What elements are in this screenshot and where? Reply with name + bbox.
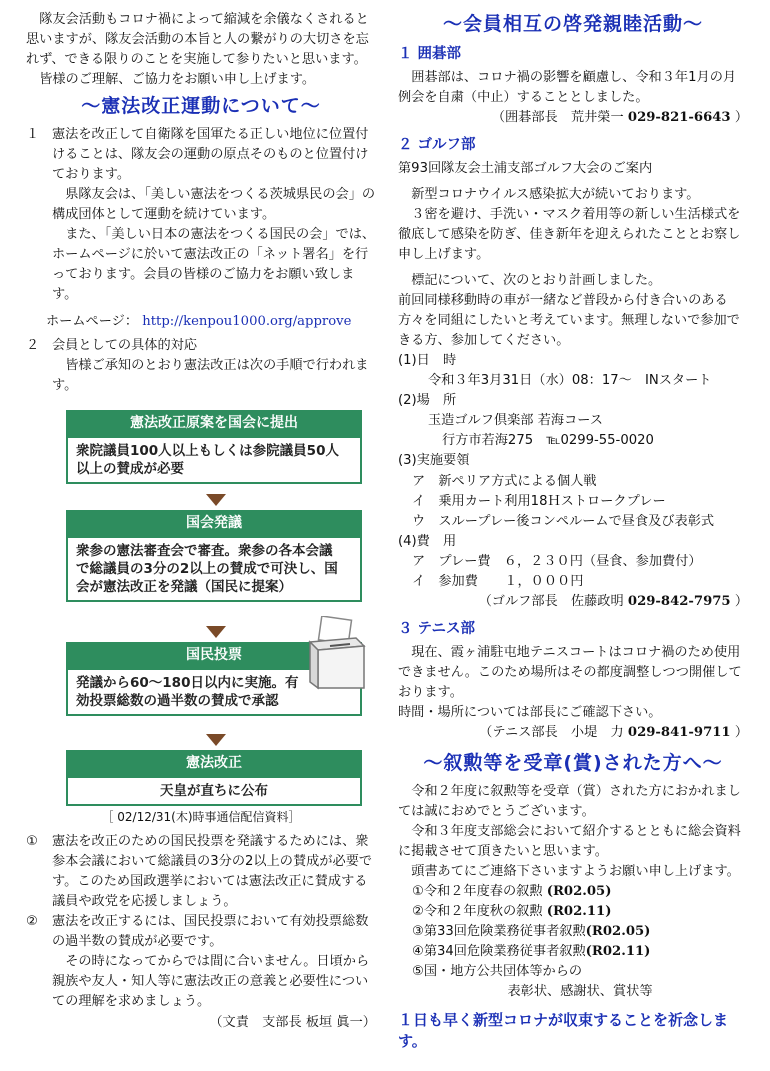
- flow-stage-2-body: 衆参の憲法審査会で審査。衆参の各本会議で総議員の3分の2以上の賛成で可決し、国会が憲法改正を発議（国民に提案）: [66, 536, 362, 603]
- item-1-text: 憲法を改正して自衛隊を国軍たる正しい地位に位置付けることは、隊友会の運動の原点そのものと位置付けております。: [52, 126, 369, 183]
- golf-cost-b: イ 参加費 １，０００円: [412, 573, 584, 589]
- point-1-number: ①: [26, 833, 38, 849]
- flow-stage-3-body: 発議から60～180日以内に実施。有効投票総数の過半数の賛成で承認: [66, 668, 362, 716]
- flow-stage-2-head: 国会発議: [66, 510, 362, 536]
- golf-place-value-1: 玉造ゴルフ倶楽部 若海コース: [428, 413, 603, 429]
- golf-cost-a: ア プレー費 ６，２３０円（昼食、参加費付）: [412, 553, 702, 569]
- flow-arrow-2: [206, 626, 226, 638]
- flow-stage-4-head: 憲法改正: [66, 750, 362, 776]
- homepage-link[interactable]: http://kenpou1000.org/approve: [142, 313, 352, 329]
- golf-para-2: ３密を避け、手洗い・マスク着用等の新しい生活様式を徹底して感染を防ぎ、佳き新年を迎えられたこととお察し申し上げます。: [398, 206, 741, 262]
- closing-message: １日も早く新型コロナが収束することを祈念します。: [398, 1011, 729, 1051]
- decorations-para-2: 令和３年度支部総会において紹介するとともに総会資料に掲載させて頂きたいと思います。: [398, 823, 741, 859]
- ballot-box-icon: [306, 616, 368, 690]
- decorations-para-3: 頭書あてにご連絡下さいますようお願い申し上げます。: [411, 864, 740, 880]
- go-club-contact: [398, 108, 748, 128]
- award-item-5: ⑤国・地方公共団体等からの: [412, 964, 583, 980]
- flow-stage-3-head: 国民投票: [66, 642, 362, 668]
- tennis-text: 現在、霞ヶ浦駐屯地テニスコートはコロナ禍のため使用できません。このため場所はその都度調整しつつ開催しております。: [398, 644, 742, 700]
- decorations-para-1: 令和２年度に叙勲等を受章（賞）された方におかれましては誠におめでとうございます。: [398, 783, 741, 819]
- point-1-text: 憲法を改正のための国民投票を発議するためには、衆参本会議において総議員の3分の2以上の賛成が必要です。このため国政選挙においては憲法改正に賛成する議員や政党を応援しましょう。: [52, 833, 373, 910]
- golf-date-value: 令和３年3月31日（水）08：17～ INスタート: [428, 373, 712, 389]
- item-2-text: 会員としての具体的対応: [52, 337, 198, 353]
- golf-event-title: 第93回隊友会土浦支部ゴルフ大会のご案内: [398, 160, 653, 176]
- golf-para-1: 新型コロナウイルス感染拡大が続いております。: [411, 186, 700, 202]
- decorations-heading: ～叙勲等を受章(賞)された方へ～: [423, 752, 723, 775]
- flow-stage-1: [66, 410, 362, 484]
- point-2-para: その時になってからでは間に合いません。日頃から親族や友人・知人等に憲法改正の意義と必要性についての理解を求めましょう。: [52, 954, 370, 1010]
- item-1: [26, 125, 376, 306]
- flow-stage-2: [66, 510, 362, 603]
- point-2-number: ②: [26, 914, 38, 930]
- golf-para-4: 前回同様移動時の車が一緒など普段から付き合いのある方々を同組にしたいと考えています。無理しないで参加できる方、参加してください。: [398, 292, 740, 349]
- golf-place-label: (2)場 所: [398, 393, 457, 409]
- item-2: [26, 336, 376, 396]
- point-1: [26, 832, 376, 912]
- golf-rule-b: イ 乗用カート利用18Ｈストロークプレー: [412, 493, 666, 509]
- tennis-contact: [398, 723, 748, 743]
- flow-stage-1-head: 憲法改正原案を国会に提出: [66, 410, 362, 436]
- flow-stage-1-body: 衆院議員100人以上もしくは参院議員50人以上の賛成が必要: [66, 436, 362, 484]
- golf-contact-name: （ゴルフ部長 佐藤政明: [478, 593, 624, 609]
- tennis-close: ）: [734, 725, 748, 741]
- item-1-para-2: 県隊友会は、「美しい憲法をつくる茨城県民の会」の構成団体として運動を続けています。: [52, 187, 376, 223]
- go-club-phone: 029-821-6643: [627, 109, 731, 125]
- award-item-5b: 表彰状、感謝状、賞状等: [507, 984, 653, 1000]
- golf-rule-c: ウ スループレー後コンペルームで昼食及び表彰式: [412, 513, 715, 529]
- award-item: ④第34回危険業務従事者叙勲(R02.11): [412, 944, 651, 960]
- point-2-text: 憲法を改正するには、国民投票において有効投票総数の過半数の賛成が必要です。: [52, 914, 369, 950]
- homepage-line: [46, 312, 376, 332]
- tennis-text-2: 時間・場所については部長にご確認下さい。: [398, 704, 662, 720]
- go-club-text: 囲碁部は、コロナ禍の影響を顧慮し、令和３年1月の月例会を自粛（中止）することとしました。: [398, 69, 737, 105]
- go-club-title: １ 囲碁部: [398, 45, 462, 62]
- right-column: [398, 10, 748, 1052]
- diagram-caption: ［ 02/12/31(木)時事通信配信資料］: [101, 809, 301, 824]
- golf-place-value-2: 行方市若海275 ℡0299-55-0020: [442, 433, 654, 449]
- point-2: [26, 912, 376, 1012]
- item-1-para-3: また、「美しい日本の憲法をつくる国民の会」では、ホームページに於いて憲法改正の「ネット署名」を行っております。会員の皆様のご協力をお願い致します。: [52, 227, 376, 303]
- golf-contact: [398, 592, 748, 612]
- golf-cost-label: (4)費 用: [398, 533, 457, 549]
- left-column: [26, 10, 376, 1033]
- golf-date-label: (1)日 時: [398, 353, 457, 369]
- tennis-club-title: ３ テニス部: [398, 620, 475, 637]
- award-item: ②令和２年度秋の叙勲 (R02.11): [412, 904, 612, 920]
- go-club-contact-name: （囲碁部長 荒井榮一: [491, 109, 624, 125]
- golf-rules-label: (3)実施要領: [398, 453, 470, 469]
- golf-phone: 029-842-7975: [627, 593, 731, 609]
- golf-close: ）: [734, 593, 748, 609]
- flow-stage-4-body: 天皇が直ちに公布: [66, 776, 362, 806]
- homepage-label: ホームページ：: [46, 313, 139, 329]
- go-club-close: ）: [734, 109, 748, 125]
- flow-stage-4: [66, 750, 362, 806]
- awards-list: [398, 882, 748, 1002]
- intro-request: 皆様のご理解、ご協力をお願い申し上げます。: [39, 72, 316, 88]
- flow-arrow-3: [206, 734, 226, 746]
- signature: （文責 支部長 板垣 眞一）: [209, 1014, 376, 1030]
- tennis-phone: 029-841-9711: [627, 725, 731, 741]
- award-item: ①令和２年度春の叙勲 (R02.05): [412, 884, 612, 900]
- club-activities-heading: ～会員相互の啓発親睦活動～: [442, 13, 703, 35]
- item-1-number: １: [26, 126, 40, 142]
- constitution-heading: ～憲法改正運動について～: [81, 95, 321, 118]
- golf-rule-a: ア 新ペリア方式による個人戦: [412, 473, 597, 489]
- tennis-contact-name: （テニス部長 小堤 力: [479, 725, 624, 741]
- flow-arrow-1: [206, 494, 226, 506]
- amendment-flow-diagram: [66, 410, 362, 800]
- award-item: ③第33回危険業務従事者叙勲(R02.05): [412, 924, 651, 940]
- golf-para-3: 標記について、次のとおり計画しました。: [411, 272, 662, 288]
- golf-club-title: ２ ゴルフ部: [398, 136, 476, 153]
- item-2-number: ２: [26, 337, 40, 353]
- intro-paragraph: 隊友会活動もコロナ禍によって縮減を余儀なくされると思いますが、隊友会活動の本旨と人の繋がりの大切さを忘れず、できる限りのことを実施して参りたいと思います。: [26, 12, 369, 68]
- item-2-para: 皆様ご承知のとおり憲法改正は次の手順で行われます。: [52, 357, 369, 393]
